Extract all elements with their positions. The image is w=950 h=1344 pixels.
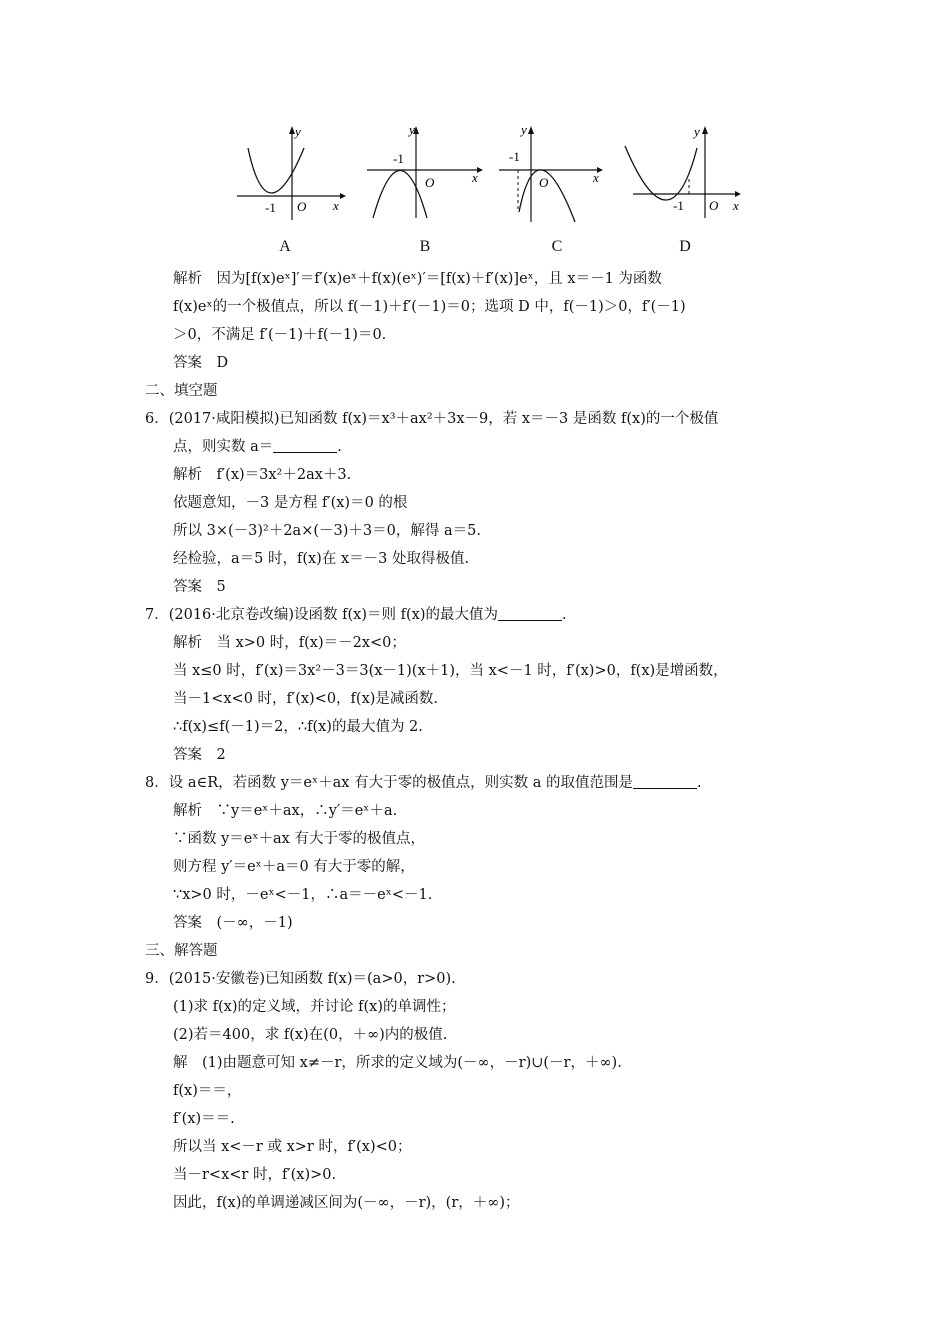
analysis-line: 当－1<x<0 时，f′(x)<0，f(x)是减函数. (173, 691, 439, 707)
analysis-line: 解析 f′(x)＝3x²＋2ax＋3. (173, 467, 352, 483)
analysis-line: ∴f(x)≤f(－1)＝2，∴f(x)的最大值为 2. (173, 719, 423, 735)
question-text: 8．设 a∈R，若函数 y＝eˣ＋ax 有大于零的极值点，则实数 a 的取值范围是 (145, 775, 633, 791)
period: . (337, 439, 342, 455)
figure-c (497, 118, 617, 263)
answer-line: 答案 D (173, 355, 229, 371)
minus-one-label: -1 (509, 149, 520, 164)
y-axis-label: y (295, 124, 301, 139)
origin-label: O (539, 175, 549, 190)
solution-line: 所以当 x<－r 或 x>r 时，f′(x)<0； (173, 1139, 412, 1155)
analysis-line: ∵函数 y＝eˣ＋ax 有大于零的极值点， (173, 831, 425, 847)
question-text: 点，则实数 a＝ (173, 439, 274, 455)
answer-line: 答案 2 (173, 747, 226, 763)
solution-line: 当－r<x<r 时，f′(x)>0. (173, 1167, 337, 1183)
period: . (696, 775, 702, 791)
minus-one-label: -1 (393, 151, 404, 166)
question-line (145, 605, 567, 625)
analysis-line: ∵x>0 时，－eˣ<－1，∴a＝－eˣ<－1. (173, 887, 433, 903)
origin-label: O (709, 198, 719, 213)
question-line: 6．(2017·咸阳模拟)已知函数 f(x)＝x³＋ax²＋3x－9，若 x＝－3 是函数 f(x)的一个极值 (145, 411, 719, 427)
answer-option-figures (225, 118, 765, 263)
origin-label: O (297, 199, 307, 214)
section-heading: 二、填空题 (145, 383, 218, 399)
section-heading: 三、解答题 (145, 943, 218, 959)
caption-a: A (279, 238, 291, 255)
question-line (145, 773, 702, 793)
x-axis-label: x (733, 198, 739, 213)
x-axis-label: x (593, 170, 599, 185)
y-axis-label: y (521, 122, 527, 137)
y-axis-label: y (409, 122, 415, 137)
analysis-line: 依题意知，－3 是方程 f′(x)＝0 的根 (173, 495, 408, 511)
period: . (561, 607, 567, 623)
question-line: (1)求 f(x)的定义域，并讨论 f(x)的单调性； (173, 999, 456, 1015)
solution-line: 解 (1)由题意可知 x≠－r，所求的定义域为(－∞，－r)∪(－r，＋∞). (173, 1055, 622, 1071)
caption-c: C (551, 238, 563, 255)
graph-a (225, 118, 345, 233)
figure-b (365, 118, 485, 263)
question-line: 9．(2015·安徽卷)已知函数 f(x)＝(a>0，r>0). (145, 971, 456, 987)
answer-line: 答案 (－∞，－1) (173, 915, 293, 931)
analysis-line: 经检验，a＝5 时，f(x)在 x＝－3 处取得极值. (173, 551, 470, 567)
analysis-line: 当 x≤0 时，f′(x)＝3x²－3＝3(x－1)(x＋1)，当 x<－1 时，f′(x)>0，f(x)是增函数， (173, 663, 728, 679)
analysis-line: f(x)eˣ的一个极值点，所以 f(－1)＋f′(－1)＝0；选项 D 中，f(－1)＞0，f′(－1) (173, 299, 686, 315)
answer-blank (273, 438, 337, 453)
minus-one-label: -1 (673, 198, 684, 213)
question-line (173, 437, 342, 457)
analysis-line: 所以 3×(－3)²＋2a×(－3)＋3＝0，解得 a＝5. (173, 523, 481, 539)
graph-b (365, 118, 485, 233)
analysis-line: ＞0，不满足 f′(－1)＋f(－1)＝0. (173, 327, 387, 343)
answer-line: 答案 5 (173, 579, 226, 595)
question-line: (2)若＝400，求 f(x)在(0，＋∞)内的极值. (173, 1027, 448, 1043)
y-axis-label: y (694, 124, 700, 139)
solution-line: 因此，f(x)的单调递减区间为(－∞，－r)，(r，＋∞)； (173, 1195, 520, 1211)
graph-c (497, 118, 617, 233)
question-text: 7．(2016·北京卷改编)设函数 f(x)＝则 f(x)的最大值为 (145, 607, 498, 623)
answer-blank (498, 606, 562, 621)
minus-one-label: -1 (265, 200, 276, 215)
analysis-line: 解析 当 x>0 时，f(x)＝－2x<0； (173, 635, 406, 651)
caption-b: B (419, 238, 431, 255)
analysis-line: 解析 因为[f(x)eˣ]′＝f′(x)eˣ＋f(x)(eˣ)′＝[f(x)＋f′(x)]eˣ，且 x＝－1 为函数 (173, 271, 662, 287)
solution-line: f′(x)＝＝. (173, 1111, 235, 1127)
answer-blank (633, 774, 697, 789)
analysis-line: 则方程 y′＝eˣ＋a＝0 有大于零的解， (173, 859, 415, 875)
x-axis-label: x (333, 198, 339, 213)
figure-a (225, 118, 345, 263)
figure-d (625, 118, 745, 263)
x-axis-label: x (472, 170, 478, 185)
solution-line: f(x)＝＝， (173, 1083, 242, 1099)
analysis-line: 解析 ∵y＝eˣ＋ax，∴y′＝eˣ＋a. (173, 803, 398, 819)
graph-d (625, 118, 755, 233)
caption-d: D (679, 238, 691, 255)
origin-label: O (425, 175, 435, 190)
